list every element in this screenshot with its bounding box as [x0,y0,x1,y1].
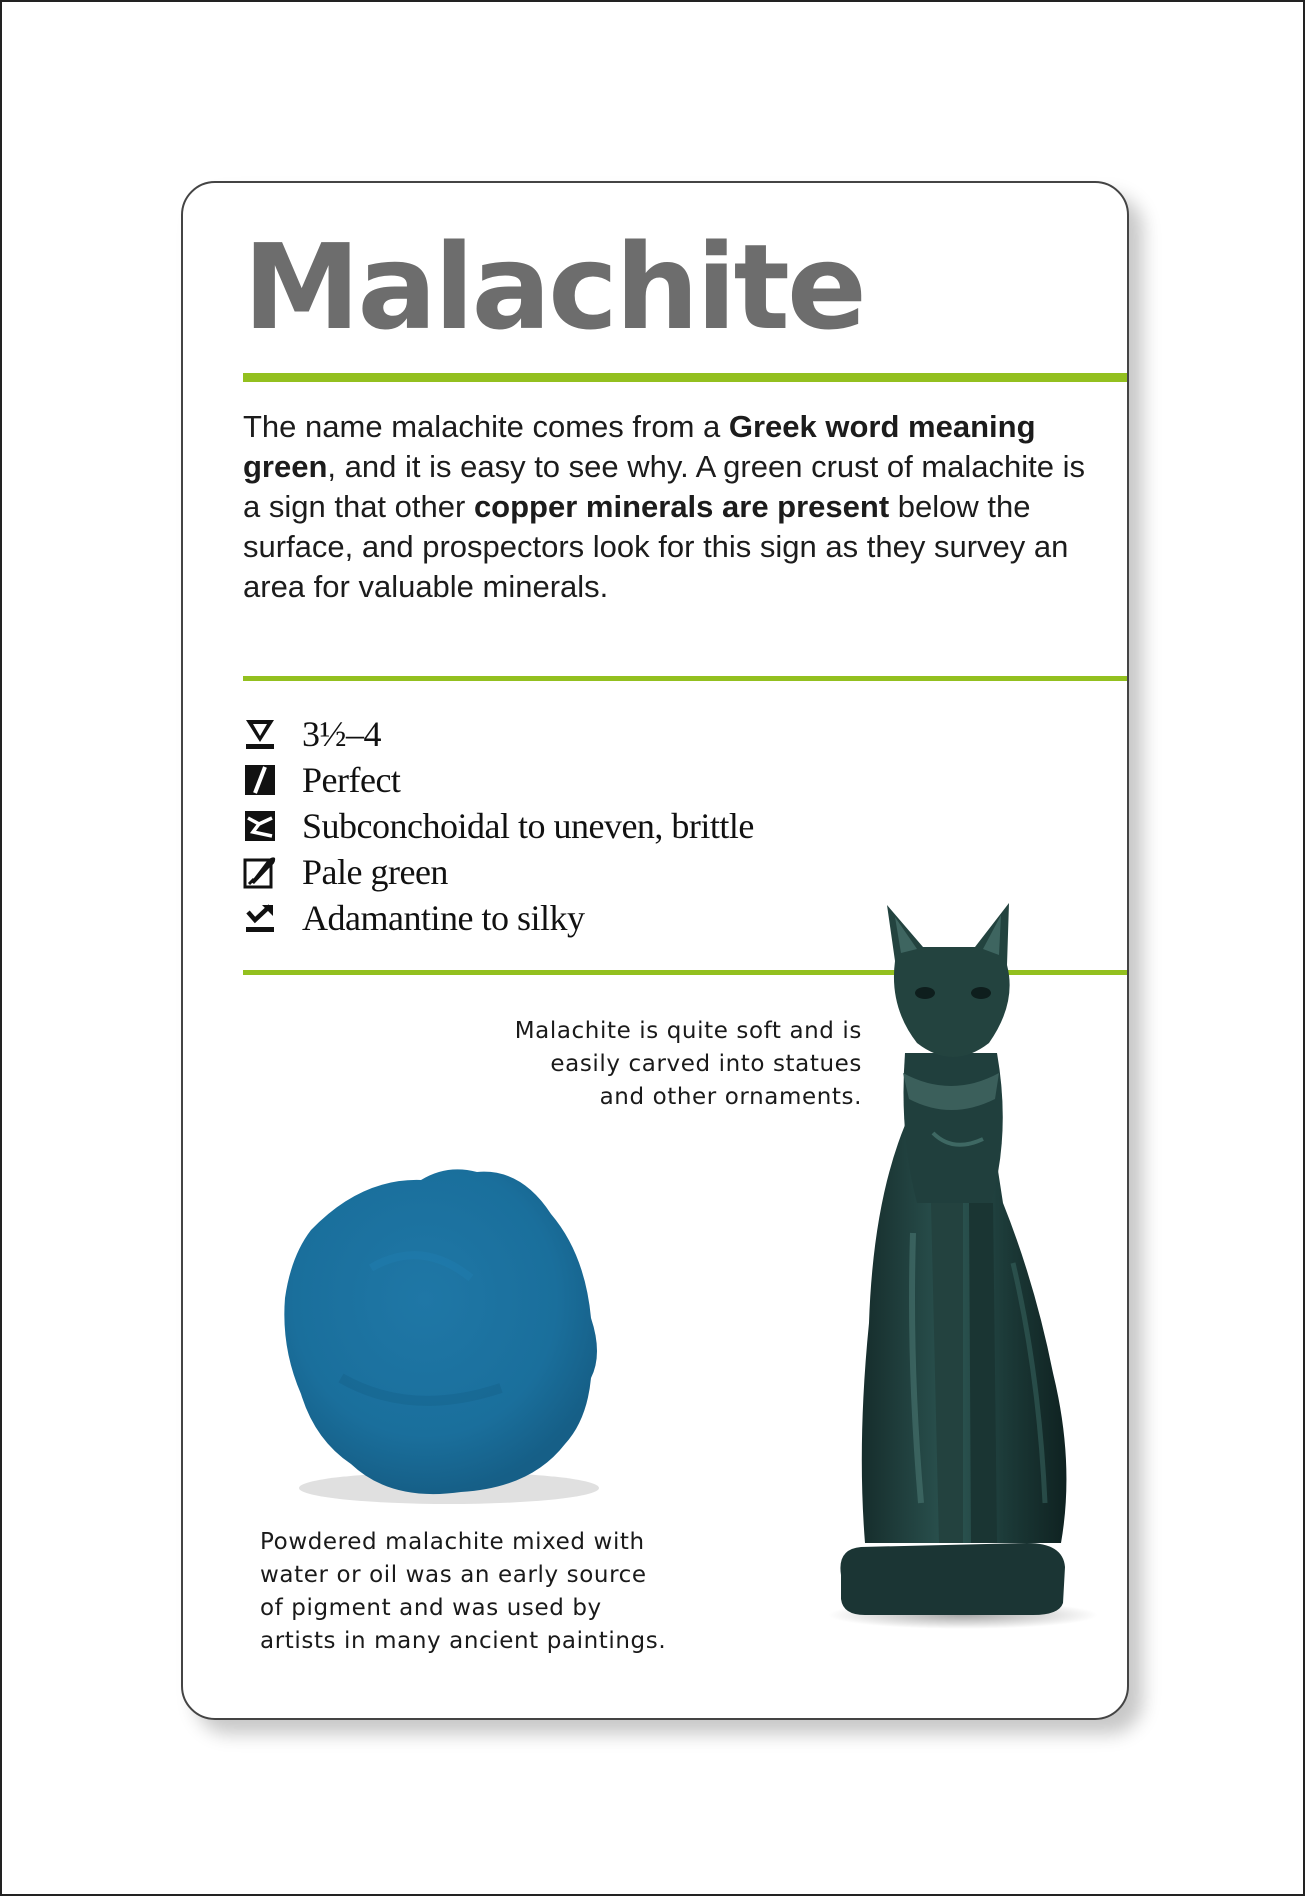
cleavage-icon [243,764,277,796]
property-streak [243,849,754,895]
intro-highlight: Greek word meaning green [243,409,1036,484]
property-value: Adamantine to silky [302,898,585,938]
card-title: Malachite [243,218,864,356]
statue-caption: Malachite is quite soft and is easily carved into statues and other ornaments. [514,1018,862,1110]
intro-highlight: copper minerals are present [473,489,890,524]
property-luster [243,895,754,941]
section-divider [243,676,1127,681]
intro-paragraph [243,407,1103,607]
luster-icon [243,902,277,934]
hardness-icon [243,718,277,750]
title-divider [243,373,1127,382]
property-value: Subconchoidal to uneven, brittle [302,806,754,846]
intro-text: , and it is easy to see why. A green crust of malachite is a sign that other [243,449,1085,524]
cat-statue-image [813,903,1103,1633]
property-list [243,711,754,941]
intro-text: The name malachite comes from a [243,409,729,444]
property-fracture [243,803,754,849]
property-value: Pale green [302,852,448,892]
pigment-powder-image [251,1158,621,1518]
fracture-icon [243,810,277,842]
mineral-card [181,181,1129,1720]
property-value: Perfect [302,760,401,800]
powder-caption: Powdered malachite mixed with water or oil was an early source of pigment and was used by artists in many ancient paintings. [260,1529,667,1654]
property-value: 3½–4 [302,714,381,754]
intro-text: below the surface, and prospectors look for this sign as they survey an area for valuable minerals. [243,489,1069,604]
streak-icon [243,856,277,888]
property-cleavage [243,757,754,803]
property-hardness [243,711,754,757]
